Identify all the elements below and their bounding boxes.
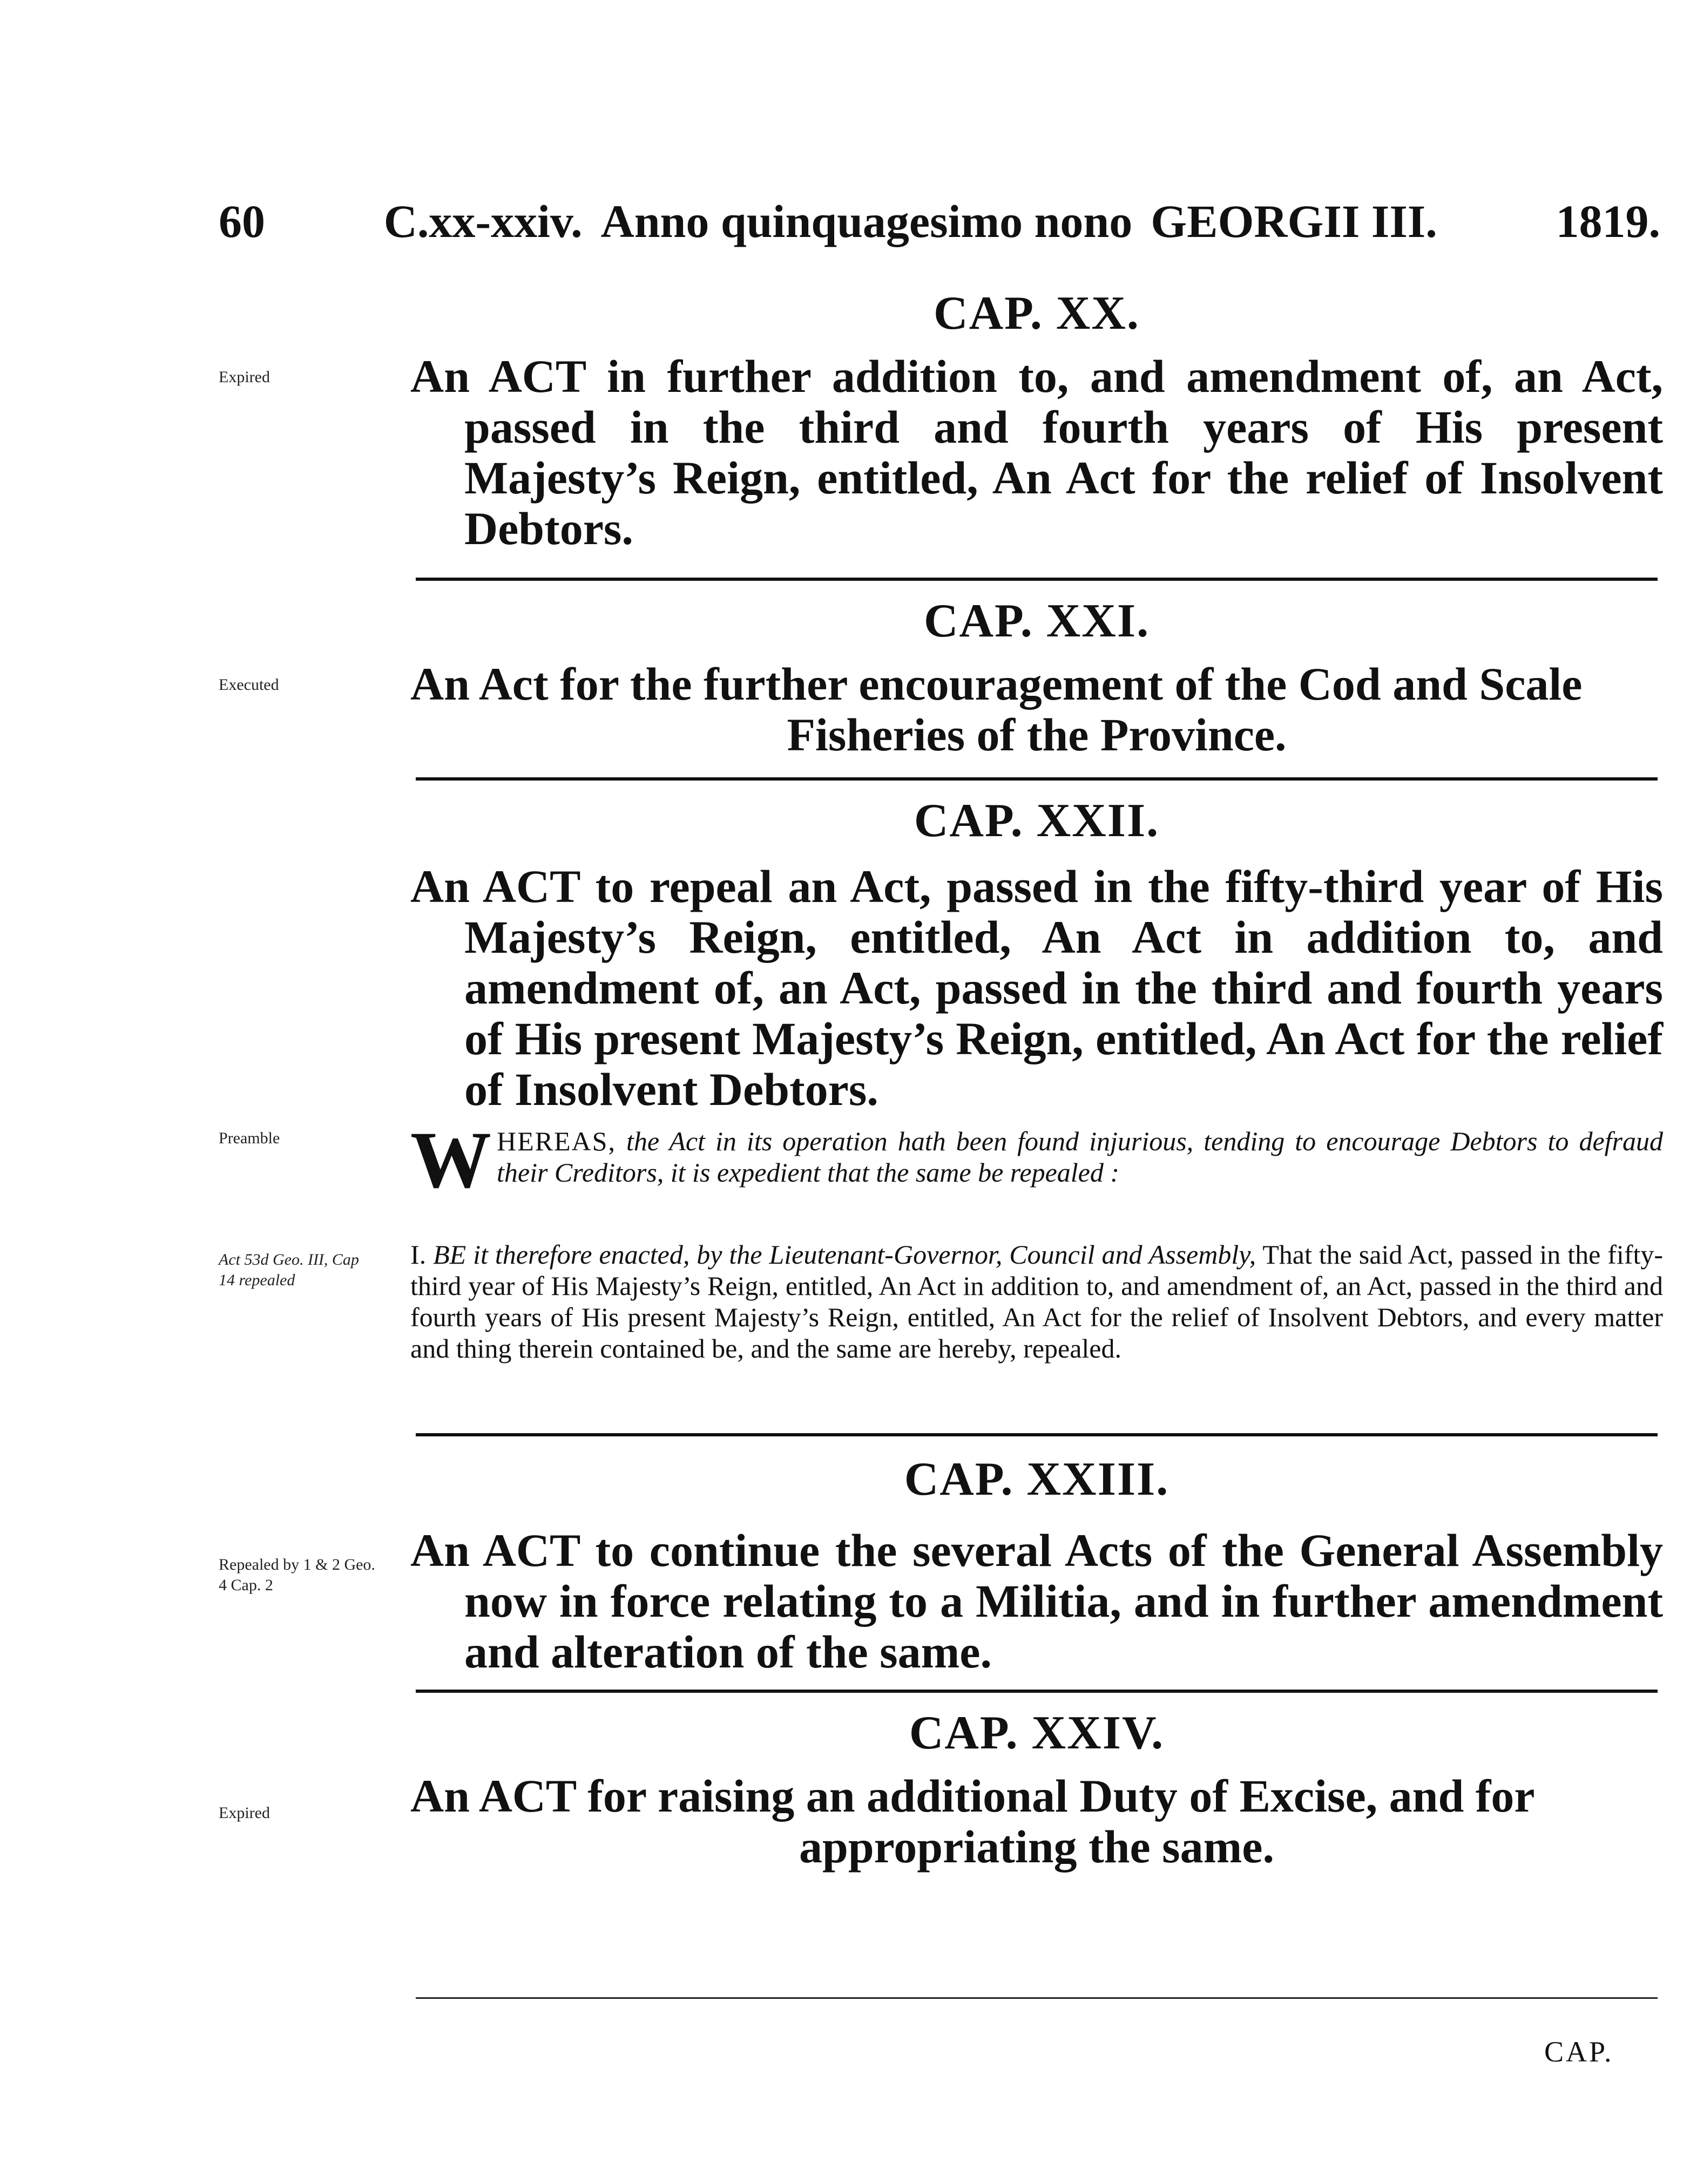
chapter-range: C.xx-xxiv. [383, 195, 583, 247]
cap-xx-title: An ACT in further addition to, and amendment of, an Act, passed in the third and fourth years of His present Majesty’s Reign, entitled, An Act for the relief of Insolvent Debtors. [410, 350, 1663, 554]
running-head-text [384, 194, 1437, 248]
cap-xxiii-margin-note: Repealed by 1 & 2 Geo. 4 Cap. 2 [219, 1556, 375, 1594]
cap-xxiv-heading: CAP. XXIV. [909, 1707, 1165, 1759]
section-number: I. [410, 1239, 427, 1270]
running-header [219, 194, 1660, 264]
cap-xxiv-title-line1: An ACT for raising an additional Duty of Excise, and for [410, 1770, 1535, 1822]
preamble-rest: the Act in its operation hath been found injurious, tending to encourage Debtors to defraud their Creditors, it is expedient that the same be repealed : [497, 1126, 1663, 1188]
cap-xxiv-title-line2: appropriating the same. [799, 1821, 1274, 1873]
preamble-margin-note: Preamble [219, 1129, 280, 1147]
cap-xxi-heading: CAP. XXI. [923, 595, 1150, 647]
catchword: CAP. [1544, 2036, 1614, 2068]
cap-xxii-heading: CAP. XXII. [914, 795, 1160, 847]
king-name: GEORGII III. [1151, 195, 1437, 247]
preamble-text [410, 1115, 1663, 1205]
section-margin-note: Act 53d Geo. III, Cap 14 repealed [219, 1251, 359, 1289]
cap-xxi-margin-note: Executed [219, 676, 279, 694]
section-divider [416, 1997, 1658, 1999]
section-divider [416, 1690, 1658, 1693]
anno-text: Anno quinquagesimo nono [600, 195, 1133, 247]
cap-xx-heading: CAP. XX. [934, 287, 1140, 340]
cap-xxi-title-line2: Fisheries of the Province. [787, 709, 1287, 761]
cap-xxiii-heading: CAP. XXIII. [904, 1453, 1170, 1505]
section-divider [416, 578, 1658, 581]
header-year: 1819. [1556, 195, 1660, 247]
section-body: That the said Act, passed in the fifty-third year of His Majesty’s Reign, entitled, An Act in addition to, and amendment of, an Act, passed in the third and fourth years of His present Majesty’s Reign, entitled, An Act for the relief of Insolvent Debtors, and every matter and thing therein contained be, and the same are hereby, repealed. [410, 1239, 1664, 1364]
section-i-text [410, 1239, 1663, 1364]
cap-xxi-title-line1: An Act for the further encouragement of the Cod and Scale [410, 658, 1583, 710]
section-divider [416, 1433, 1658, 1436]
cap-xxii-title: An ACT to repeal an Act, passed in the fifty-third year of His Majesty’s Reign, entitled, An Act in addition to, and amendment of, an Act, passed in the third and fourth years of His present Majesty’s Reign, entitled, An Act for the relief of Insolvent Debtors. [410, 860, 1663, 1115]
preamble-lead: HEREAS, [497, 1126, 616, 1156]
cap-xx-margin-note: Expired [219, 368, 270, 386]
cap-xxiii-title: An ACT to continue the several Acts of the General Assembly now in force relating to a Militia, and in further amendment and alteration of the same. [410, 1524, 1663, 1678]
preamble-dropcap: W [410, 1115, 491, 1205]
cap-xxiv-margin-note: Expired [219, 1804, 270, 1822]
page-number: 60 [219, 195, 265, 247]
section-divider [416, 777, 1658, 781]
section-enacting-clause: BE it therefore enacted, by the Lieutenant-Governor, Council and Assembly, [433, 1239, 1256, 1270]
